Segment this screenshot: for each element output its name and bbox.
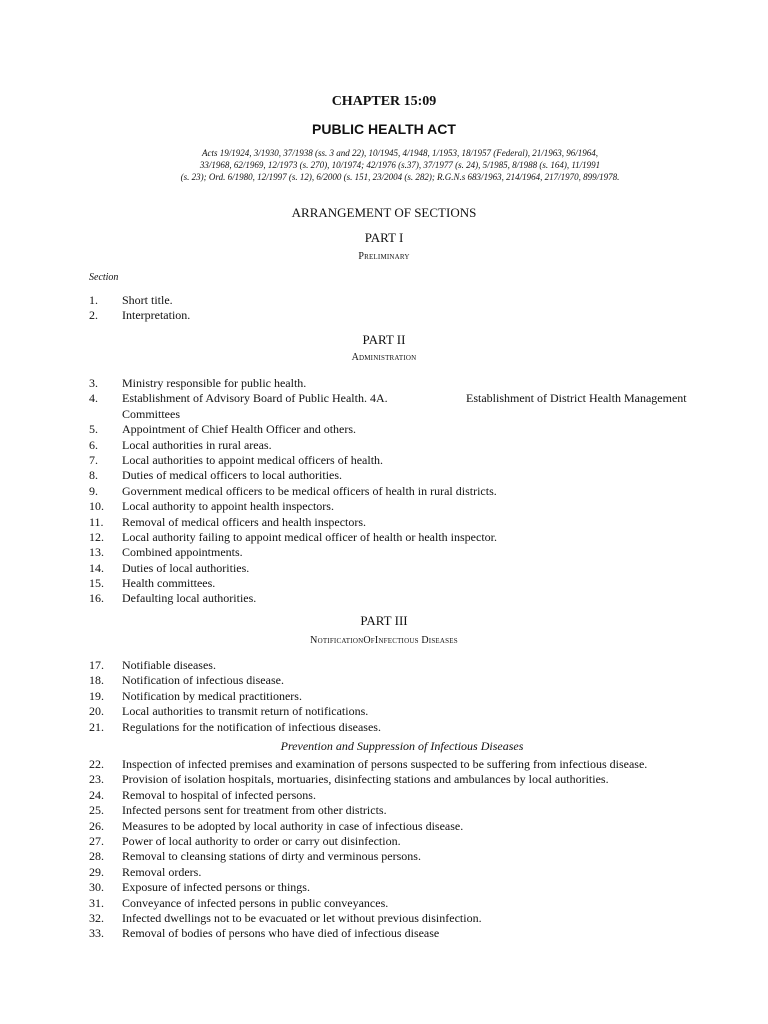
list-item: [89, 788, 729, 803]
section-number: 12.: [89, 529, 104, 544]
list-item: [89, 880, 729, 895]
chapter-heading: CHAPTER 15:09: [331, 94, 437, 109]
list-item: [89, 720, 729, 735]
section-number: 11.: [89, 514, 104, 529]
section-number: 27.: [89, 833, 104, 848]
amending-acts-line: (s. 23); Ord. 6/1980, 12/1997 (s. 12), 6/2000 (s. 151, 23/2004 (s. 282); R.G.N.s 683/1963, 214/1964, 217/1970, 899/1978.: [180, 172, 620, 182]
section-number: 2.: [89, 308, 98, 323]
section-title: Interpretation.: [122, 308, 191, 323]
section-number: 16.: [89, 591, 104, 606]
arrangement-heading: ARRANGEMENT OF SECTIONS: [291, 205, 477, 220]
section-number: 31.: [89, 895, 104, 910]
section-number: 9.: [89, 483, 98, 498]
section-number: 22.: [89, 757, 104, 771]
section-title: Local authority failing to appoint medical officer of health or health inspector.: [122, 529, 497, 544]
section-number: 10.: [89, 499, 104, 514]
section-number: 30.: [89, 880, 104, 895]
section-title: Appointment of Chief Health Officer and others.: [122, 422, 357, 437]
list-item: [89, 849, 729, 864]
prevention-section-list: [89, 757, 729, 942]
list-item: [89, 545, 729, 560]
section-title: Establishment of Advisory Board of Public Health. 4A.: [122, 391, 388, 406]
section-title: Power of local authority to order or carry out disinfection.: [122, 833, 401, 848]
list-item: [89, 926, 729, 941]
section-title: Removal of bodies of persons who have died of infectious disease: [122, 926, 440, 941]
list-item: [89, 308, 729, 323]
list-item: [89, 453, 729, 468]
act-title: PUBLIC HEALTH ACT: [312, 121, 456, 137]
section-number: 24.: [89, 787, 104, 802]
section-title: Local authorities in rural areas.: [122, 437, 272, 452]
section-title: Notification of infectious disease.: [122, 673, 284, 688]
section-title: Infected persons sent for treatment from other districts.: [122, 803, 387, 818]
list-item: [89, 438, 729, 453]
section-title: Infected dwellings not to be evacuated or let without previous disinfection.: [122, 910, 482, 925]
prevention-subheading: Prevention and Suppression of Infectious Diseases: [280, 739, 524, 753]
list-item: [89, 293, 729, 308]
section-title: Notification by medical practitioners.: [122, 688, 302, 703]
list-item: [89, 468, 729, 483]
section-number: 4.: [89, 391, 98, 406]
section-title: Provision of isolation hospitals, mortuaries, disinfecting stations and ambulances by local authorities.: [122, 772, 609, 787]
amending-acts: [130, 147, 670, 183]
list-item: [89, 911, 729, 926]
section-number: 13.: [89, 545, 104, 560]
list-item: [89, 530, 729, 545]
section-title: Removal of medical officers and health inspectors.: [122, 514, 367, 529]
section-title: Government medical officers to be medical officers of health in rural districts.: [122, 483, 497, 498]
section-title: Exposure of infected persons or things.: [122, 880, 310, 895]
section-title: Health committees.: [122, 576, 216, 591]
section-title: Local authority to appoint health inspectors.: [122, 499, 334, 514]
section-title: Combined appointments.: [122, 545, 243, 560]
list-item: [89, 376, 729, 391]
part-3-subtitle: NotificationOfInfectious Diseases: [310, 635, 458, 646]
list-item: [89, 391, 729, 422]
section-number: 19.: [89, 688, 104, 703]
section-number: 33.: [89, 926, 104, 941]
section-number: 14.: [89, 560, 104, 575]
part-2-subtitle: Administration: [351, 352, 417, 363]
section-title: Defaulting local authorities.: [122, 591, 257, 606]
section-number: 18.: [89, 673, 104, 688]
section-number: 3.: [89, 376, 98, 390]
part-2-heading: PART II: [362, 332, 406, 347]
section-number: 23.: [89, 772, 104, 787]
list-item: [89, 422, 729, 437]
list-item: [89, 757, 729, 772]
part-2-section-list: [89, 376, 729, 607]
section-title: Duties of local authorities.: [122, 560, 250, 575]
section-number: 7.: [89, 452, 98, 467]
part-3-section-list: [89, 658, 729, 735]
amending-acts-line: Acts 19/1924, 3/1930, 37/1938 (ss. 3 and 22), 10/1945, 4/1948, 1/1953, 18/1957 (Federal), 21/1963, 96/1964,: [202, 148, 598, 158]
list-item: [89, 499, 729, 514]
section-title: Removal orders.: [122, 864, 202, 879]
section-title: Conveyance of infected persons in public conveyances.: [122, 895, 389, 910]
part-1-section-list: [89, 293, 729, 324]
section-title: Removal to cleansing stations of dirty and verminous persons.: [122, 849, 421, 864]
section-number: 17.: [89, 658, 104, 672]
section-number: 28.: [89, 849, 104, 864]
section-title: Duties of medical officers to local authorities.: [122, 468, 343, 483]
list-item: [89, 896, 729, 911]
section-title-continuation: Committees: [122, 406, 180, 421]
section-title: Ministry responsible for public health.: [122, 376, 307, 390]
list-item: [89, 561, 729, 576]
section-number: 5.: [89, 422, 98, 437]
section-title: Inspection of infected premises and examination of persons suspected to be suffering from infectious disease.: [122, 757, 648, 771]
list-item: [89, 576, 729, 591]
part-1-subtitle: Preliminary: [358, 251, 410, 262]
section-number: 20.: [89, 704, 104, 719]
section-number: 8.: [89, 468, 98, 483]
list-item: [89, 772, 729, 787]
section-number: 6.: [89, 437, 98, 452]
section-title: Notifiable diseases.: [122, 658, 216, 672]
section-column-label: Section: [89, 272, 119, 283]
list-item: [89, 865, 729, 880]
section-number: 25.: [89, 803, 104, 818]
section-number: 26.: [89, 818, 104, 833]
section-title: Local authorities to appoint medical officers of health.: [122, 452, 384, 467]
list-item: [89, 819, 729, 834]
section-title-4a: Establishment of District Health Management: [466, 391, 687, 406]
section-number: 29.: [89, 864, 104, 879]
list-item: [89, 591, 729, 606]
section-number: 32.: [89, 910, 104, 925]
section-number: 1.: [89, 293, 98, 307]
part-1-heading: PART I: [364, 230, 404, 245]
list-item: [89, 803, 729, 818]
list-item: [89, 834, 729, 849]
list-item: [89, 704, 729, 719]
amending-acts-line: 33/1968, 62/1969, 12/1973 (s. 270), 10/1974; 42/1976 (s.37), 37/1977 (s. 24), 5/1985, 8/1988 (s. 164), 11/1991: [199, 160, 601, 170]
list-item: [89, 673, 729, 688]
list-item: [89, 484, 729, 499]
section-number: 21.: [89, 719, 104, 734]
section-number: 15.: [89, 576, 104, 591]
list-item: [89, 515, 729, 530]
part-3-heading: PART III: [360, 613, 408, 628]
list-item: [89, 689, 729, 704]
section-title: Short title.: [122, 293, 173, 307]
section-title: Local authorities to transmit return of notifications.: [122, 704, 369, 719]
section-title: Regulations for the notification of infectious diseases.: [122, 719, 381, 734]
list-item: [89, 658, 729, 673]
section-title: Removal to hospital of infected persons.: [122, 787, 316, 802]
section-title: Measures to be adopted by local authority in case of infectious disease.: [122, 818, 464, 833]
